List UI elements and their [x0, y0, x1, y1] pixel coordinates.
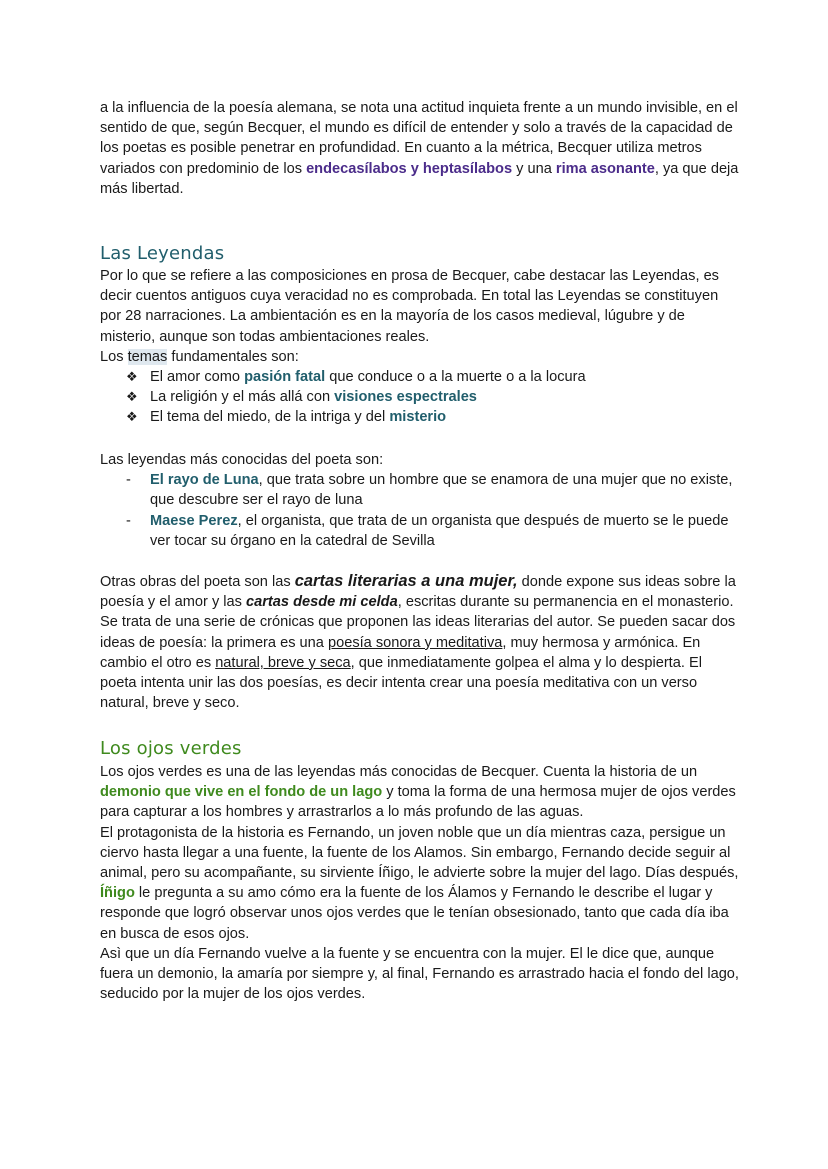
- heading-los-ojos-verdes: Los ojos verdes: [100, 738, 242, 759]
- ojos-paragraph-1: Los ojos verdes es una de las leyendas más conocidas de Becquer. Cuenta la historia de un demonio que vive en el fondo de un lago y toma la forma de una hermosa mujer de ojos verdes para capturar a los hombres y arrastrarlos a lo más profundo de las aguas.: [100, 764, 736, 821]
- leyendas-conocidas-section: [100, 450, 740, 551]
- otras-obras-paragraph: Otras obras del poeta son las cartas literarias a una mujer, donde expone sus ideas sobre la poesía y el amor y las cartas desde mi celda, escritas durante su permanencia en el monasterio. Se trata de una serie de crónicas que proponen las ideas literarias del autor. Se pueden sacar dos ideas de poesía: la primera es una poesía sonora y meditativa, muy hermosa y armónica. En cambio el otro es natural, breve y seca, que inmediatamente golpea el alma y lo despierta. El poeta intenta unir las dos poesías, es decir intenta crear una poesía meditativa con un verso natural, breve y seco.: [100, 572, 736, 712]
- intro-paragraph: a la influencia de la poesía alemana, se nota una actitud inquieta frente a un mundo invisible, en el sentido de que, según Becquer, el mundo es difícil de entender y solo a través de la capacidad de los poetas es posible penetrar en profundidad. En cuanto a la métrica, Becquer utiliza metros variados con predominio de los endecasílabos y heptasílabos y una rima asonante, ya que deja más libertad.: [100, 100, 739, 197]
- title-cartas-celda: cartas desde mi celda: [246, 594, 398, 611]
- ojos-paragraph-3: Asì que un día Fernando vuelve a la fuente y se encuentra con la mujer. El le dice que, aunque fuera un demonio, la amaría por siempre y, al final, Fernando es arrastrado hacia el fondo del lago, seducido por la mujer de los ojos verdes.: [100, 945, 739, 1003]
- highlight-endecasilabos: endecasílabos y heptasílabos: [306, 160, 513, 177]
- diamond-bullet-icon: ❖: [126, 389, 138, 405]
- conocidas-list: [100, 470, 740, 551]
- temas-list: [100, 367, 740, 428]
- list-item: - Maese Perez, el organista, que trata de un organista que después de muerto se le puede ver tocar su órgano en la catedral de Sevilla: [126, 512, 729, 549]
- temas-intro: Los temas fundamentales son:: [100, 348, 299, 365]
- diamond-bullet-icon: ❖: [126, 369, 138, 385]
- conocidas-intro: Las leyendas más conocidas del poeta son:: [100, 452, 384, 468]
- list-item: ❖ La religión y el más allá con visiones espectrales: [100, 387, 740, 407]
- underlined-poesia-sonora: poesía sonora y meditativa: [327, 634, 503, 651]
- temas-highlighted-word: temas: [127, 348, 168, 365]
- ojos-verdes-section: [100, 762, 740, 1004]
- list-item: ❖ El amor como pasión fatal que conduce o a la muerte o a la locura: [100, 367, 740, 387]
- dash-bullet-icon: -: [126, 472, 131, 489]
- dash-bullet-icon: -: [126, 512, 131, 529]
- title-cartas-literarias: cartas literarias a una mujer,: [294, 572, 518, 590]
- highlight-rima-asonante: rima asonante: [555, 160, 655, 177]
- underlined-natural-breve: natural, breve y seca: [215, 654, 351, 671]
- leyendas-section: [100, 266, 740, 428]
- list-item: ❖ El tema del miedo, de la intriga y del misterio: [100, 407, 740, 427]
- list-item: - El rayo de Luna, que trata sobre un hombre que se enamora de una mujer que no existe, que descubre ser el rayo de luna: [126, 472, 733, 509]
- diamond-bullet-icon: ❖: [126, 409, 138, 425]
- ojos-paragraph-2: El protagonista de la historia es Fernando, un joven noble que un día mientras caza, persigue un ciervo hasta llegar a una fuente, la fuente de los Alamos. Sin embargo, Fernando decide seguir al animal, pero su acompañante, su sirviente Íñigo, le advierte sobre la mujer del lago. Días después, Íñigo le pregunta a su amo cómo era la fuente de los Álamos y Fernando le describe el lugar y responde que logró observar unos ojos verdes que le tenían obsesionado, tanto que cada día iba en busca de esos ojos.: [100, 824, 739, 942]
- heading-las-leyendas: Las Leyendas: [100, 243, 225, 264]
- leyendas-paragraph: Por lo que se refiere a las composiciones en prosa de Becquer, cabe destacar las Leyendas, es decir cuentos antiguos cuya veracidad no es comprobada. En total las Leyendas se constituyen por 28 narraciones. La ambientación es en la mayoría de los casos medieval, lúgubre y de misterio, aunque son todas ambientaciones reales.: [100, 268, 719, 345]
